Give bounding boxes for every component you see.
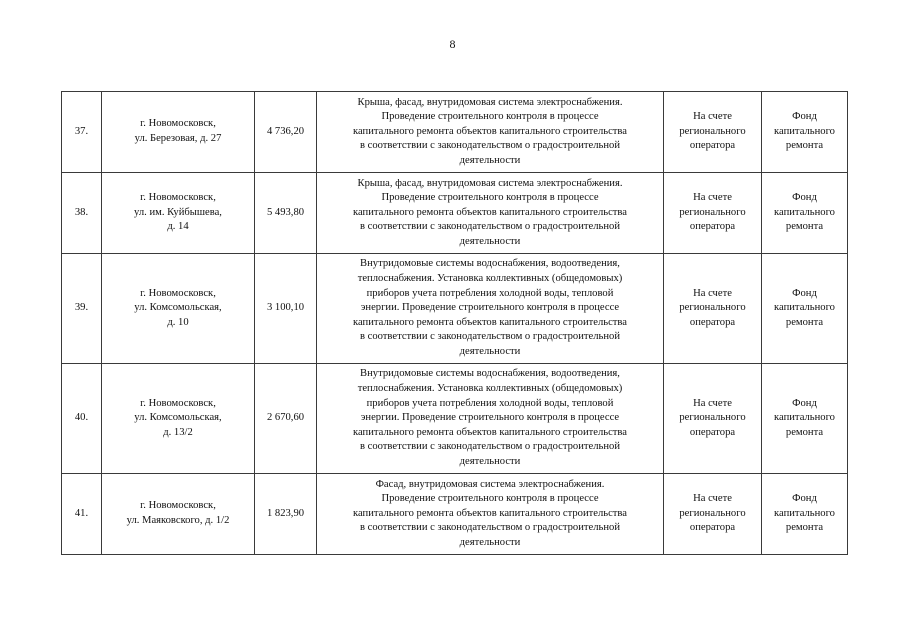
funding-source-text: Фонд капитального ремонта	[774, 493, 835, 534]
account-cell	[664, 173, 762, 254]
work-description-cell	[317, 364, 664, 474]
work-description-cell	[317, 474, 664, 555]
cost-cell: 3 100,10	[255, 254, 317, 364]
funding-source-cell	[762, 474, 848, 555]
row-number: 37.	[62, 92, 102, 173]
account-cell	[664, 92, 762, 173]
address-cell	[102, 254, 255, 364]
account-cell	[664, 474, 762, 555]
funding-source-text: Фонд капитального ремонта	[774, 397, 835, 438]
account-text: На счете регионального оператора	[679, 493, 746, 534]
row-number: 38.	[62, 173, 102, 254]
address-text: г. Новомосковск, ул. Маяковского, д. 1/2	[126, 500, 230, 526]
work-description-text: Внутридомовые системы водоснабжения, водоотведения, теплоснабжения. Установка коллективных (общедомовых) приборов учета потребления холодной воды, тепловой энергии. Проведение строительного контроля в процессе капитального ремонта объектов капитального строительства в соответствии с законодательством о градостроительной деятельности	[353, 368, 627, 467]
account-cell	[664, 254, 762, 364]
account-text: На счете регионального оператора	[679, 287, 746, 328]
funding-source-text: Фонд капитального ремонта	[774, 111, 835, 152]
address-cell	[102, 474, 255, 555]
work-description-text: Крыша, фасад, внутридомовая система электроснабжения. Проведение строительного контроля в процессе капитального ремонта объектов капитального строительства в соответствии с законодательством о градостроительной деятельности	[353, 96, 627, 166]
cost-cell: 2 670,60	[255, 364, 317, 474]
row-number: 41.	[62, 474, 102, 555]
table-row	[62, 254, 848, 364]
address-cell	[102, 364, 255, 474]
address-text: г. Новомосковск, ул. Комсомольская, д. 13/2	[134, 397, 222, 438]
work-description-text: Внутридомовые системы водоснабжения, водоотведения, теплоснабжения. Установка коллективных (общедомовых) приборов учета потребления холодной воды, тепловой энергии. Проведение строительного контроля в процессе капитального ремонта объектов капитального строительства в соответствии с законодательством о градостроительной деятельности	[353, 258, 627, 357]
work-description-cell	[317, 254, 664, 364]
page-number: 8	[449, 37, 456, 51]
repair-registry-table	[61, 91, 848, 555]
table-row	[62, 173, 848, 254]
address-text: г. Новомосковск, ул. им. Куйбышева, д. 14	[134, 192, 222, 233]
work-description-text: Фасад, внутридомовая система электроснабжения. Проведение строительного контроля в процессе капитального ремонта объектов капитального строительства в соответствии с законодательством о градостроительной деятельности	[353, 478, 627, 548]
account-text: На счете регионального оператора	[679, 192, 746, 233]
funding-source-text: Фонд капитального ремонта	[774, 192, 835, 233]
funding-source-cell	[762, 254, 848, 364]
row-number: 40.	[62, 364, 102, 474]
cost-cell: 4 736,20	[255, 92, 317, 173]
cost-cell: 5 493,80	[255, 173, 317, 254]
address-text: г. Новомосковск, ул. Березовая, д. 27	[134, 118, 222, 144]
work-description-text: Крыша, фасад, внутридомовая система электроснабжения. Проведение строительного контроля в процессе капитального ремонта объектов капитального строительства в соответствии с законодательством о градостроительной деятельности	[353, 177, 627, 247]
account-text: На счете регионального оператора	[679, 111, 746, 152]
work-description-cell	[317, 92, 664, 173]
address-cell	[102, 92, 255, 173]
account-cell	[664, 364, 762, 474]
funding-source-text: Фонд капитального ремонта	[774, 287, 835, 328]
address-text: г. Новомосковск, ул. Комсомольская, д. 10	[134, 287, 222, 328]
funding-source-cell	[762, 92, 848, 173]
table-row	[62, 474, 848, 555]
row-number: 39.	[62, 254, 102, 364]
table-row	[62, 92, 848, 173]
work-description-cell	[317, 173, 664, 254]
cost-cell: 1 823,90	[255, 474, 317, 555]
funding-source-cell	[762, 364, 848, 474]
address-cell	[102, 173, 255, 254]
account-text: На счете регионального оператора	[679, 397, 746, 438]
table-row	[62, 364, 848, 474]
funding-source-cell	[762, 173, 848, 254]
